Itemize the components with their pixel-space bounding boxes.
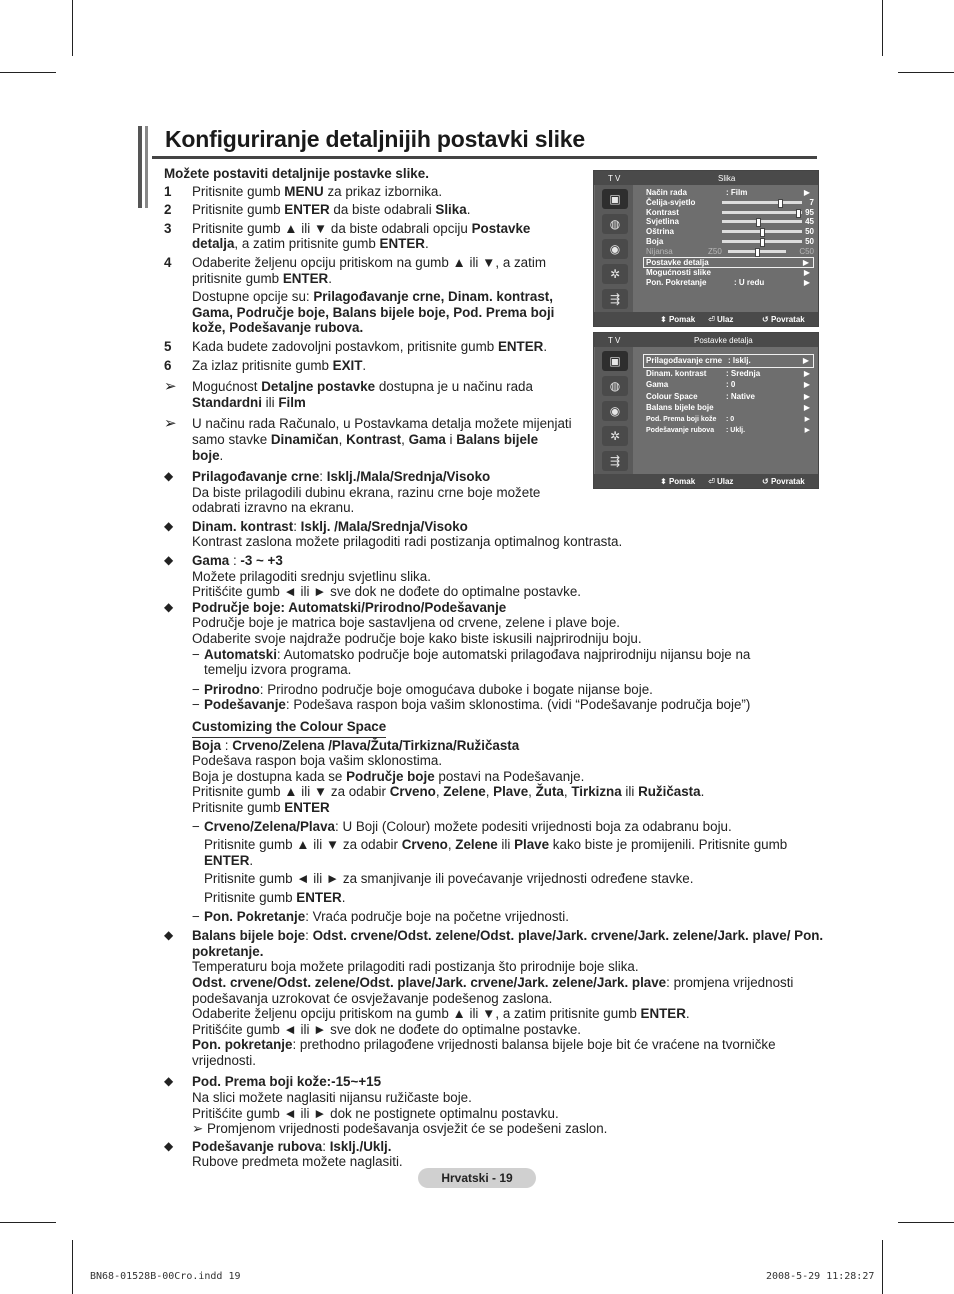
slider-knob: [756, 218, 761, 227]
picture-icon[interactable]: ▣: [602, 189, 628, 209]
print-footer-file: BN68-01528B-00Cro.indd 19: [90, 1271, 241, 1282]
note-arrow-icon: ➢: [164, 415, 177, 433]
menu-items: [646, 188, 814, 288]
note-arrow-icon: ➢: [192, 1121, 207, 1137]
option-custom: − Podešavanje: Podešava raspon boja vašim sklonostima. (vidi “Podešavanje područja boje”): [192, 697, 751, 713]
option-reset: − Pon. Pokretanje: Vraća područje boje na početne vrijednosti.: [192, 908, 569, 924]
step-2: 2 Pritisnite gumb ENTER da biste odabrali Slika.: [164, 202, 471, 218]
crop-mark: [898, 72, 954, 73]
picture-icon[interactable]: ▣: [602, 351, 628, 371]
menu-item[interactable]: Način rada : Film ▶: [646, 188, 810, 197]
setup-icon[interactable]: ✲: [602, 264, 628, 284]
menu-item[interactable]: Oštrina 50: [646, 227, 814, 237]
diamond-bullet-icon: ◆: [164, 928, 174, 943]
slider-knob: [796, 209, 801, 218]
menu-sidebar: [595, 347, 633, 475]
sound-icon[interactable]: ◍: [602, 376, 628, 396]
channel-icon[interactable]: ◉: [602, 239, 628, 259]
menu-item[interactable]: Pon. Pokretanje : U redu ▶: [646, 278, 810, 288]
section-gamma: ◆ Gama : -3 ~ +3 Možete prilagoditi srednju svjetlinu slika. Pritišćite gumb ◄ ili ► sve dok ne dođete do optimalne postavke.: [164, 553, 581, 600]
section-dynamic-contrast: ◆ Dinam. kontrast: Isklj. /Mala/Srednja/Visoko Kontrast zaslona možete prilagoditi radi postizanja optimalnog kontrasta.: [164, 518, 623, 550]
crop-mark: [882, 1240, 883, 1294]
section-white-balance: ◆ Balans bijele boje: Odst. crvene/Odst. zelene/Odst. plave/Jark. crvene/Jark. zelene/Jark. plave/ Pon. pokretanje. Temperaturu boja možete prilagoditi radi postizanja što prirodnije boje slika. Odst. crvene/Odst. zelene/Odst. plave/Jark. crvene/Jark. zelene/Jark. plave: promjena vrijednosti podešavanja uzrokovat će osvježavanje podešenog zaslona. Odaberite željenu opciju pritiskom na gumb ▲ ili ▼, a zatim pritisnite gumb ENTER. Pritišćite gumb ◄ ili ► sve dok ne dođete do optimalne postavke. Pon. pokretanje: prethodno prilagođene vrijednosti balansa bijele boje bit će vraćene na tvorničke vrijednosti.: [164, 928, 824, 1068]
osd-menu-picture: T V Slika ▣ ◍ ◉ ✲ ⇶ Način rada : Film ▶ Čelija-svjetlo 7 Kontrast 95 Svjetlina 45 Oštrina 50 Boja 50 Nijansa Z50 C50 Postavke detalja ▶ Mogućnosti slike ▶ Pon. Pokretanje : U redu ▶ ⬍ Pomak ⏎ Ulaz ↺ Povratak: [593, 170, 819, 327]
page-number-badge: Hrvatski - 19: [418, 1168, 536, 1188]
enter-icon: ⏎: [708, 477, 715, 486]
option-natural: − Prirodno: Prirodno područje boje omogućava duboke i bogate nijanse boje.: [192, 681, 653, 697]
move-icon: ⬍: [660, 315, 667, 324]
diamond-bullet-icon: ◆: [164, 469, 174, 484]
input-icon[interactable]: ⇶: [602, 289, 628, 309]
step-3: 3 Pritisnite gumb ▲ ili ▼ da biste odabrali opciju Postavke detalja, a zatim pritisnite gumb ENTER.: [164, 220, 531, 252]
available-options: Dostupne opcije su: Prilagođavanje crne, Dinam. kontrast, Gama, Područje boje, Balans bijele boje, Pod. Prema boji kože, Podešavanje rubova.: [192, 289, 555, 336]
menu-item[interactable]: Mogućnosti slike ▶: [646, 268, 810, 278]
diamond-bullet-icon: ◆: [164, 1074, 174, 1089]
enter-icon: ⏎: [708, 315, 715, 324]
sound-icon[interactable]: ◍: [602, 214, 628, 234]
section-colour-space: ◆ Područje boje: Automatski/Prirodno/Podešavanje Područje boje je matrica boje sastavljena od crvene, zelene i plave boje. Odaberite svoje najdraže područje boje kako biste iskusili najprirodniju boju. − Automatski: Automatsko područje boje automatski prilagođava najprirodniju nijansu boje na temelju izvora programa. − Prirodno: Prirodno područje boje omogućava duboke i bogate nijanse boje. − Podešavanje: Podešava raspon boja vašim sklonostima. (vidi “Podešavanje područja boje”): [164, 600, 824, 713]
crop-mark: [72, 0, 73, 56]
menu-item[interactable]: Gama : 0 ▶: [646, 380, 810, 389]
slider-knob: [760, 238, 765, 247]
customizing-colour-space: Customizing the Colour Space Boja : Crveno/Zelena /Plava/Žuta/Tirkizna/Ružičasta Podešava raspon boja vašim sklonostima. Boja je dostupna kada se Područje boje postavi na Podešavanje. Pritisnite gumb ▲ ili ▼ za odabir Crveno, Zelene, Plave, Žuta, Tirkizna ili Ružičasta. Pritisnite gumb ENTER − Crveno/Zelena/Plava: U Boji (Colour) možete podesiti vrijednosti boja za odabranu boju. Pritisnite gumb ▲ ili ▼ za odabir Crveno, Zelene ili Plave kako biste je promijenili. Pritisnite gumb ENTER. Pritisnite gumb ◄ ili ► za smanjivanje ili povećavanje vrijednosti određene stavke. Pritisnite gumb ENTER. − Pon. Pokretanje: Vraća područje boje na početne vrijednosti.: [164, 719, 824, 924]
menu-item[interactable]: Balans bijele boje ▶: [646, 403, 810, 412]
slider-knob: [760, 228, 765, 237]
menu-item-selected[interactable]: Prilagođavanje crne : Isklj. ▶: [643, 354, 814, 368]
menu-title: Slika: [718, 174, 736, 183]
menu-sidebar: [595, 185, 633, 313]
return-icon: ↺: [762, 315, 769, 324]
page-title: Konfiguriranje detaljnijih postavki slike: [165, 126, 585, 152]
slider-knob: [778, 199, 783, 208]
menu-footer: ⬍ Pomak ⏎ Ulaz ↺ Povratak: [594, 474, 818, 488]
crop-mark: [0, 1222, 56, 1223]
step-4: 4 Odaberite željenu opciju pritiskom na gumb ▲ ili ▼, a zatim pritisnite gumb ENTER.: [164, 254, 546, 286]
crop-mark: [882, 0, 883, 56]
crop-mark: [72, 1240, 73, 1294]
menu-item[interactable]: Podešavanje rubova : Uklj. ▶: [646, 427, 810, 434]
menu-item[interactable]: Svjetlina 45: [646, 217, 814, 227]
step-5: 5 Kada budete zadovoljni postavkom, pritisnite gumb ENTER.: [164, 338, 548, 354]
menu-item-selected[interactable]: Postavke detalja ▶: [643, 257, 814, 269]
menu-item[interactable]: Kontrast 95: [646, 207, 814, 217]
menu-footer: ⬍ Pomak ⏎ Ulaz ↺ Povratak: [594, 312, 818, 326]
menu-items: [646, 354, 814, 437]
menu-title: Postavke detalja: [694, 336, 753, 345]
diamond-bullet-icon: ◆: [164, 553, 174, 568]
menu-item: Nijansa Z50 C50: [646, 246, 814, 256]
subheading: Customizing the Colour Space: [192, 719, 386, 738]
menu-item[interactable]: Colour Space : Native ▶: [646, 391, 810, 401]
note-pc-mode: ➢ U načinu rada Računalo, u Postavkama detalja možete mijenjati samo stavke Dinamičan, Kontrast, Gama i Balans bijele boje.: [164, 415, 572, 463]
step-6: 6 Za izlaz pritisnite gumb EXIT.: [164, 357, 367, 373]
diamond-bullet-icon: ◆: [164, 599, 174, 614]
diamond-bullet-icon: ◆: [164, 518, 174, 533]
input-icon[interactable]: ⇶: [602, 451, 628, 471]
print-footer-date: 2008-5-29 11:28:27: [766, 1271, 875, 1282]
option-auto: − Automatski: Automatsko područje boje automatski prilagođava najprirodniju nijansu boje na temelju izvora programa.: [192, 646, 751, 678]
setup-icon[interactable]: ✲: [602, 426, 628, 446]
title-rule: [152, 156, 817, 159]
section-skin-tone: ◆ Pod. Prema boji kože:-15~+15 Na slici možete naglasiti nijansu ružičaste boje. Pritišćite gumb ◄ ili ► dok ne postignete optimalnu postavku. ➢ Promjenom vrijednosti podešavanja osvježit će se podešeni zaslon.: [164, 1074, 608, 1137]
menu-item[interactable]: Boja 50: [646, 236, 814, 246]
intro: Možete postaviti detaljnije postavke slike.: [164, 166, 429, 181]
crop-mark: [898, 1222, 954, 1223]
diamond-bullet-icon: ◆: [164, 1138, 174, 1153]
section-edge-enhance: ◆ Podešavanje rubova: Isklj./Uklj. Rubove predmeta možete naglasiti.: [164, 1138, 403, 1170]
menu-item[interactable]: Dinam. kontrast : Srednja ▶: [646, 368, 810, 378]
slider-knob: [755, 248, 760, 257]
section-black-adjust: ◆ Prilagođavanje crne: Isklj./Mala/Srednja/Visoko Da biste prilagodili dubinu ekrana, razinu crne boje možete odabrati izravno na ekranu.: [164, 469, 541, 516]
channel-icon[interactable]: ◉: [602, 401, 628, 421]
menu-item[interactable]: Pod. Prema boji kože : 0 ▶: [646, 415, 810, 423]
crop-mark: [0, 72, 56, 73]
note-detail-availability: ➢ Mogućnost Detaljne postavke dostupna je u načinu rada Standardni ili Film: [164, 378, 533, 410]
move-icon: ⬍: [660, 477, 667, 486]
option-rgb: − Crveno/Zelena/Plava: U Boji (Colour) možete podesiti vrijednosti boja za odabranu boju.: [192, 818, 732, 834]
osd-menu-detail: T V Postavke detalja ▣ ◍ ◉ ✲ ⇶ Prilagođavanje crne : Isklj. ▶ Dinam. kontrast : Srednja ▶ Gama : 0 ▶ Colour Space : Native ▶ Balans bijele boje ▶ Pod. Prema boji kože : 0 ▶ Podešavanje rubova : Uklj. ▶ ⬍ Pomak ⏎ Ulaz ↺ Povratak: [593, 332, 819, 489]
menu-item[interactable]: Čelija-svjetlo 7: [646, 197, 814, 207]
step-1: 1 Pritisnite gumb MENU za prikaz izbornika.: [164, 183, 443, 199]
note-arrow-icon: ➢: [164, 378, 177, 396]
return-icon: ↺: [762, 477, 769, 486]
